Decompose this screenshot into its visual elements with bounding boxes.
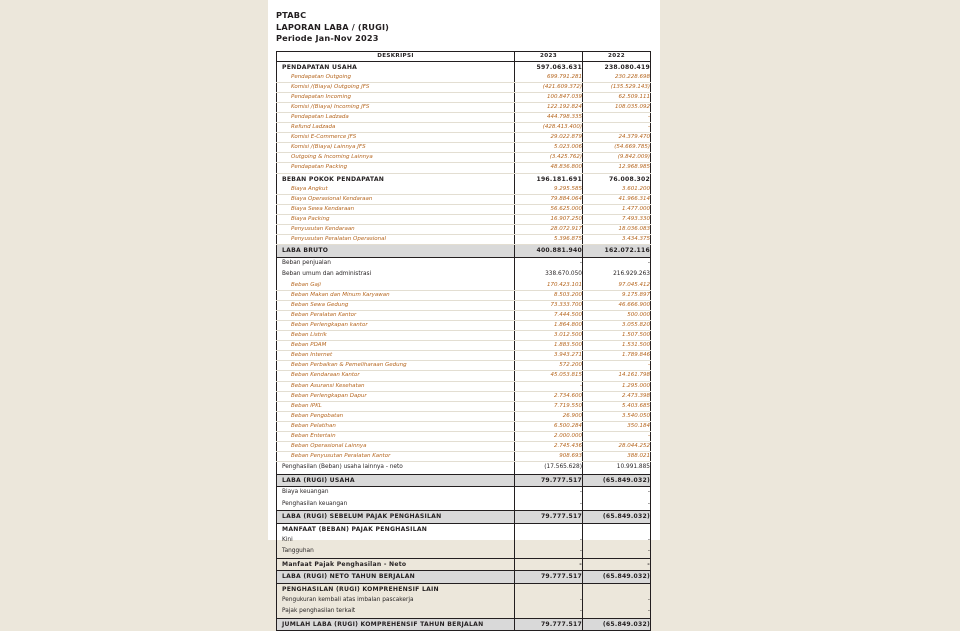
- table-row: [277, 185, 651, 195]
- table-row: [277, 341, 651, 351]
- row-label: Beban Kendaraan Kantor: [277, 371, 515, 381]
- table-row: [277, 214, 651, 224]
- row-label: Beban Penyusutan Peralatan Kantor: [277, 452, 515, 462]
- row-value-2022: 3.055.820: [583, 320, 651, 330]
- row-value-2022: -: [583, 361, 651, 371]
- row-label: Refund Ladzada: [277, 123, 515, 133]
- row-value-2023: [515, 583, 583, 595]
- row-value-2023: (421.609.372): [515, 82, 583, 92]
- row-value-2023: 170.423.101: [515, 281, 583, 291]
- table-row: [277, 381, 651, 391]
- row-value-2022: 62.509.111: [583, 92, 651, 102]
- row-label: Beban Perlengkapan Dapur: [277, 391, 515, 401]
- row-value-2023: -: [515, 535, 583, 547]
- table-row: [277, 300, 651, 310]
- table-row: [277, 452, 651, 462]
- row-value-2023: 9.295.585: [515, 185, 583, 195]
- row-value-2023: 45.053.815: [515, 371, 583, 381]
- row-value-2022: -: [583, 432, 651, 442]
- row-label: Penghasilan keuangan: [277, 499, 515, 511]
- row-value-2022: -: [583, 595, 651, 607]
- row-value-2022: 162.072.116: [583, 245, 651, 258]
- table-row: [277, 606, 651, 618]
- table-row: [277, 474, 651, 487]
- table-row: [277, 462, 651, 475]
- row-value-2023: 56.625.000: [515, 204, 583, 214]
- row-label: JUMLAH LABA (RUGI) KOMPREHENSIF TAHUN BERJALAN: [277, 618, 515, 631]
- row-value-2022: -: [583, 123, 651, 133]
- row-value-2022: 14.161.798: [583, 371, 651, 381]
- table-row: [277, 290, 651, 300]
- row-value-2023: -: [515, 499, 583, 511]
- table-row: [277, 535, 651, 547]
- column-header-2022: 2022: [583, 51, 651, 61]
- row-value-2022: 41.966.314: [583, 194, 651, 204]
- table-row: [277, 558, 651, 571]
- row-label: Biaya keuangan: [277, 487, 515, 499]
- row-label: Biaya Sewa Kendaraan: [277, 204, 515, 214]
- row-value-2023: 5.396.875: [515, 235, 583, 245]
- row-value-2022: 3.601.200: [583, 185, 651, 195]
- column-header-description: DESKRIPSI: [277, 51, 515, 61]
- row-value-2023: 26.900: [515, 411, 583, 421]
- row-value-2023: 8.503.200: [515, 290, 583, 300]
- row-value-2023: 7.444.500: [515, 310, 583, 320]
- table-row: [277, 391, 651, 401]
- table-row: [277, 523, 651, 535]
- row-label: Beban Perbaikan & Pemeliharaan Gedung: [277, 361, 515, 371]
- row-value-2022: -: [583, 606, 651, 618]
- column-header-2023: 2023: [515, 51, 583, 61]
- document-page: [268, 0, 660, 540]
- row-label: Biaya Operasional Kendaraan: [277, 194, 515, 204]
- row-value-2022: (65.849.032): [583, 474, 651, 487]
- row-value-2023: -: [515, 595, 583, 607]
- row-label: Biaya Angkut: [277, 185, 515, 195]
- row-value-2023: 79.884.064: [515, 194, 583, 204]
- table-row: [277, 153, 651, 163]
- row-label: Beban Entertain: [277, 432, 515, 442]
- company-name: PTABC: [276, 10, 652, 22]
- row-value-2023: 73.333.700: [515, 300, 583, 310]
- row-value-2023: (428.413.400): [515, 123, 583, 133]
- table-row: [277, 163, 651, 173]
- table-row: [277, 173, 651, 185]
- row-label: Pendapatan Ladzada: [277, 112, 515, 122]
- row-value-2022: -: [583, 546, 651, 558]
- row-value-2023: 2.734.600: [515, 391, 583, 401]
- row-value-2022: 3.434.375: [583, 235, 651, 245]
- row-value-2023: 597.063.631: [515, 61, 583, 73]
- table-row: [277, 421, 651, 431]
- row-value-2022: 350.184: [583, 421, 651, 431]
- table-row: [277, 371, 651, 381]
- table-row: [277, 361, 651, 371]
- row-value-2023: 7.719.550: [515, 401, 583, 411]
- table-row: [277, 82, 651, 92]
- table-row: [277, 442, 651, 452]
- row-label: Beban Pengobatan: [277, 411, 515, 421]
- document-heading: [276, 10, 652, 45]
- row-value-2022: 3.540.050: [583, 411, 651, 421]
- row-label: Beban Peralatan Kantor: [277, 310, 515, 320]
- row-label: Beban Listrik: [277, 331, 515, 341]
- table-row: [277, 487, 651, 499]
- row-value-2023: -: [515, 487, 583, 499]
- table-row: [277, 546, 651, 558]
- row-value-2022: 5.403.685: [583, 401, 651, 411]
- row-value-2022: [583, 523, 651, 535]
- row-value-2022: (65.849.032): [583, 511, 651, 524]
- row-label: Beban Gaji: [277, 281, 515, 291]
- row-value-2023: 338.670.050: [515, 269, 583, 281]
- table-row: [277, 257, 651, 269]
- row-value-2022: [583, 583, 651, 595]
- row-label: Tangguhan: [277, 546, 515, 558]
- row-label: Pengukuran kembali atas imbalan pascakerja: [277, 595, 515, 607]
- row-value-2023: (17.565.628): [515, 462, 583, 475]
- row-value-2023: 6.500.284: [515, 421, 583, 431]
- row-value-2023: 2.000.000: [515, 432, 583, 442]
- row-label: Beban Internet: [277, 351, 515, 361]
- table-row: [277, 411, 651, 421]
- row-label: Beban Sewa Gedung: [277, 300, 515, 310]
- row-value-2022: 24.379.470: [583, 133, 651, 143]
- row-value-2022: (54.669.785): [583, 143, 651, 153]
- row-label: LABA BRUTO: [277, 245, 515, 258]
- row-label: Komisi /(Biaya) Lainnya JFS: [277, 143, 515, 153]
- table-row: [277, 143, 651, 153]
- table-row: [277, 511, 651, 524]
- row-label: Komisi /(Biaya) Incoming JFS: [277, 102, 515, 112]
- table-row: [277, 618, 651, 631]
- row-label: MANFAAT (BEBAN) PAJAK PENGHASILAN: [277, 523, 515, 535]
- row-value-2022: 388.021: [583, 452, 651, 462]
- row-label: PENDAPATAN USAHA: [277, 61, 515, 73]
- table-row: [277, 204, 651, 214]
- row-value-2022: 1.531.500: [583, 341, 651, 351]
- row-value-2023: 572.200: [515, 361, 583, 371]
- table-row: [277, 595, 651, 607]
- row-label: Pendapatan Incoming: [277, 92, 515, 102]
- row-value-2022: 9.175.897: [583, 290, 651, 300]
- row-value-2023: 79.777.517: [515, 618, 583, 631]
- table-row: [277, 61, 651, 73]
- table-row: [277, 499, 651, 511]
- row-value-2022: 76.008.302: [583, 173, 651, 185]
- row-value-2023: 122.192.824: [515, 102, 583, 112]
- row-label: Beban Asuransi Kesehatan: [277, 381, 515, 391]
- row-value-2022: 2.473.398: [583, 391, 651, 401]
- row-label: Beban PDAM: [277, 341, 515, 351]
- table-row: [277, 123, 651, 133]
- row-value-2023: 3.012.500: [515, 331, 583, 341]
- row-value-2022: -: [583, 487, 651, 499]
- row-label: Pendapatan Packing: [277, 163, 515, 173]
- table-row: [277, 432, 651, 442]
- row-label: LABA (RUGI) USAHA: [277, 474, 515, 487]
- table-row: [277, 583, 651, 595]
- row-value-2022: -: [583, 535, 651, 547]
- row-value-2022: -: [583, 257, 651, 269]
- row-value-2023: -: [515, 381, 583, 391]
- row-value-2022: (135.529.143): [583, 82, 651, 92]
- row-label: Komisi /(Biaya) Outgoing JFS: [277, 82, 515, 92]
- row-value-2023: 16.907.250: [515, 214, 583, 224]
- document-body: [268, 0, 660, 631]
- row-value-2023: 2.745.436: [515, 442, 583, 452]
- row-value-2023: 444.798.335: [515, 112, 583, 122]
- table-row: [277, 571, 651, 584]
- row-value-2022: 28.044.252: [583, 442, 651, 452]
- row-value-2022: 7.493.330: [583, 214, 651, 224]
- row-label: LABA (RUGI) SEBELUM PAJAK PENGHASILAN: [277, 511, 515, 524]
- row-value-2022: 108.035.092: [583, 102, 651, 112]
- row-value-2023: 79.777.517: [515, 474, 583, 487]
- row-value-2022: (65.849.032): [583, 571, 651, 584]
- row-value-2022: (9.842.009): [583, 153, 651, 163]
- row-label: Beban umum dan administrasi: [277, 269, 515, 281]
- table-row: [277, 133, 651, 143]
- row-label: Penyusutan Peralatan Operasional: [277, 235, 515, 245]
- row-label: Beban penjualan: [277, 257, 515, 269]
- report-title: LAPORAN LABA / (RUGI): [276, 22, 652, 34]
- row-value-2022: (65.849.032): [583, 618, 651, 631]
- row-label: Beban Pelatihan: [277, 421, 515, 431]
- row-value-2022: 10.991.885: [583, 462, 651, 475]
- row-value-2022: 1.789.846: [583, 351, 651, 361]
- row-label: Komisi E-Commerce JFS: [277, 133, 515, 143]
- row-value-2023: 699.791.281: [515, 73, 583, 83]
- row-label: Penyusutan Kendaraan: [277, 224, 515, 234]
- table-row: [277, 245, 651, 258]
- row-value-2023: (3.425.762): [515, 153, 583, 163]
- table-header: [277, 51, 651, 61]
- row-value-2023: 79.777.517: [515, 511, 583, 524]
- row-value-2022: 500.000: [583, 310, 651, 320]
- table-row: [277, 92, 651, 102]
- row-value-2023: 196.181.691: [515, 173, 583, 185]
- table-body: [277, 61, 651, 631]
- row-label: Outgoing & Incoming Lainnya: [277, 153, 515, 163]
- row-label: LABA (RUGI) NETO TAHUN BERJALAN: [277, 571, 515, 584]
- row-label: Beban Operasional Lainnya: [277, 442, 515, 452]
- row-value-2022: 230.228.698: [583, 73, 651, 83]
- row-value-2023: 400.881.940: [515, 245, 583, 258]
- row-value-2022: -: [583, 112, 651, 122]
- table-row: [277, 281, 651, 291]
- row-value-2022: 1.507.500: [583, 331, 651, 341]
- table-row: [277, 224, 651, 234]
- row-value-2023: 48.836.800: [515, 163, 583, 173]
- row-label: Pajak penghasilan terkait: [277, 606, 515, 618]
- row-value-2023: -: [515, 606, 583, 618]
- row-value-2023: 5.023.006: [515, 143, 583, 153]
- table-row: [277, 73, 651, 83]
- row-value-2023: 28.072.917: [515, 224, 583, 234]
- table-row: [277, 320, 651, 330]
- row-value-2023: -: [515, 546, 583, 558]
- row-value-2023: -: [515, 257, 583, 269]
- row-label: Penghasilan (Beban) usaha lainnya - neto: [277, 462, 515, 475]
- table-row: [277, 235, 651, 245]
- row-value-2023: [515, 523, 583, 535]
- row-value-2022: 46.666.900: [583, 300, 651, 310]
- row-label: Beban Makan dan Minum Karyawan: [277, 290, 515, 300]
- row-value-2023: 79.777.517: [515, 571, 583, 584]
- row-label: BEBAN POKOK PENDAPATAN: [277, 173, 515, 185]
- row-value-2022: 1.295.000: [583, 381, 651, 391]
- income-statement-table: [276, 51, 651, 631]
- report-period: Periode Jan-Nov 2023: [276, 33, 652, 45]
- table-row: [277, 269, 651, 281]
- row-value-2023: 1.864.800: [515, 320, 583, 330]
- row-value-2022: -: [583, 499, 651, 511]
- table-row: [277, 331, 651, 341]
- row-value-2023: 29.022.879: [515, 133, 583, 143]
- row-value-2023: 1.883.500: [515, 341, 583, 351]
- row-value-2022: 1.477.000: [583, 204, 651, 214]
- row-value-2023: 908.693: [515, 452, 583, 462]
- row-value-2023: 3.943.271: [515, 351, 583, 361]
- table-row: [277, 102, 651, 112]
- row-value-2022: 12.968.985: [583, 163, 651, 173]
- row-value-2022: 216.929.263: [583, 269, 651, 281]
- table-row: [277, 112, 651, 122]
- row-value-2022: 97.045.412: [583, 281, 651, 291]
- row-value-2022: -: [583, 558, 651, 571]
- row-label: Biaya Packing: [277, 214, 515, 224]
- row-value-2023: -: [515, 558, 583, 571]
- row-label: Beban IPKL: [277, 401, 515, 411]
- row-label: Kini: [277, 535, 515, 547]
- row-value-2022: 238.080.419: [583, 61, 651, 73]
- row-label: Manfaat Pajak Penghasilan - Neto: [277, 558, 515, 571]
- table-row: [277, 401, 651, 411]
- row-label: Pendapatan Outgoing: [277, 73, 515, 83]
- row-label: Beban Perlengkapan kantor: [277, 320, 515, 330]
- table-row: [277, 194, 651, 204]
- row-label: PENGHASILAN (RUGI) KOMPREHENSIF LAIN: [277, 583, 515, 595]
- table-row: [277, 351, 651, 361]
- row-value-2022: 18.036.083: [583, 224, 651, 234]
- table-row: [277, 310, 651, 320]
- row-value-2023: 100.847.039: [515, 92, 583, 102]
- table-header-row: [277, 51, 651, 61]
